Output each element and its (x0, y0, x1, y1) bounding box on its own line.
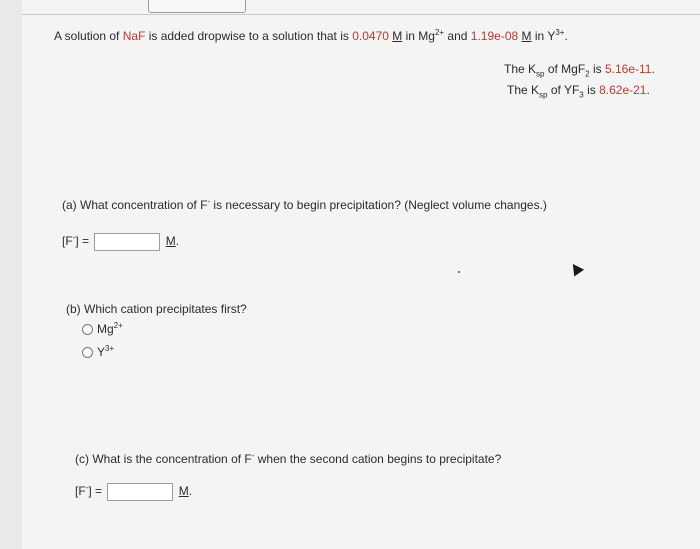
radio-y[interactable] (82, 347, 93, 358)
ksp-mgf2 (504, 62, 655, 78)
part-a-label-close: ] = (75, 234, 90, 249)
ksp-sub: sp (536, 69, 545, 79)
part-a-text: (a) What concentration of F (62, 198, 208, 212)
part-b-question: (b) Which cation precipitates first? (66, 302, 247, 316)
ksp-value-yf3: 8.62e-21 (599, 83, 647, 97)
y-ion-label: in Y (534, 29, 556, 43)
part-a-unit: M (165, 234, 176, 249)
ksp-compound-sub-2: 3 (579, 90, 584, 100)
option-mg[interactable] (82, 321, 123, 336)
part-a-charge: - (207, 197, 211, 206)
top-tab[interactable] (148, 0, 246, 13)
ksp-is: is (592, 62, 602, 76)
divider (22, 14, 700, 15)
ksp-end: . (651, 62, 655, 76)
ksp-compound: of MgF (547, 62, 586, 76)
molar-unit: M (392, 29, 403, 43)
mg-ion-label: in Mg (405, 29, 435, 43)
part-a-label-charge: - (72, 233, 76, 243)
part-c-label-close: ] = (88, 484, 103, 499)
ksp-label: The K (504, 62, 537, 76)
y-charge: 3+ (555, 28, 565, 37)
y-concentration: 1.19e-08 (470, 29, 519, 43)
radio-mg[interactable] (82, 324, 93, 335)
part-c-period: . (188, 484, 193, 499)
ksp-compound-sub: 2 (585, 69, 590, 79)
dust-speck (458, 271, 460, 273)
ksp-value-mgf2: 5.16e-11 (604, 62, 652, 76)
option-y[interactable] (82, 344, 114, 359)
option-y-label: Y (97, 345, 106, 359)
mg-charge: 2+ (434, 28, 445, 37)
part-c-answer-row (75, 483, 192, 501)
intro-and: and (447, 29, 468, 43)
part-c-charge: - (251, 451, 255, 460)
part-a-question (62, 197, 547, 212)
ksp-compound-2: of YF (550, 83, 580, 97)
part-a-label-open: [F (62, 234, 73, 249)
option-mg-label: Mg (97, 322, 114, 336)
ksp-label-2: The K (507, 83, 540, 97)
ksp-sub-2: sp (539, 90, 548, 100)
part-c-label-open: [F (75, 484, 86, 499)
mg-concentration: 0.0470 (352, 29, 389, 43)
option-y-charge: 3+ (105, 344, 115, 353)
ksp-yf3 (507, 83, 650, 99)
part-c-text: (c) What is the concentration of F (75, 452, 252, 466)
part-a-text-rest: is necessary to begin precipitation? (Neglect volume changes.) (213, 198, 547, 212)
problem-statement (54, 28, 568, 43)
ksp-is-2: is (587, 83, 596, 97)
part-c-question (75, 451, 501, 466)
part-c-label-charge: - (85, 483, 89, 493)
part-c-unit: M (178, 484, 189, 499)
salt-name: NaF (122, 29, 146, 43)
part-a-period: . (175, 234, 180, 249)
part-a-answer-input[interactable] (94, 233, 160, 251)
molar-unit-2: M (521, 29, 532, 43)
ksp-end-2: . (646, 83, 650, 97)
part-a-answer-row (62, 233, 179, 251)
intro-prefix: A solution of (54, 29, 120, 43)
part-c-answer-input[interactable] (107, 483, 173, 501)
option-mg-charge: 2+ (113, 321, 123, 330)
part-c-text-rest: when the second cation begins to precipitate? (257, 452, 502, 466)
intro-end: . (564, 29, 568, 43)
intro-mid: is added dropwise to a solution that is (148, 29, 349, 43)
